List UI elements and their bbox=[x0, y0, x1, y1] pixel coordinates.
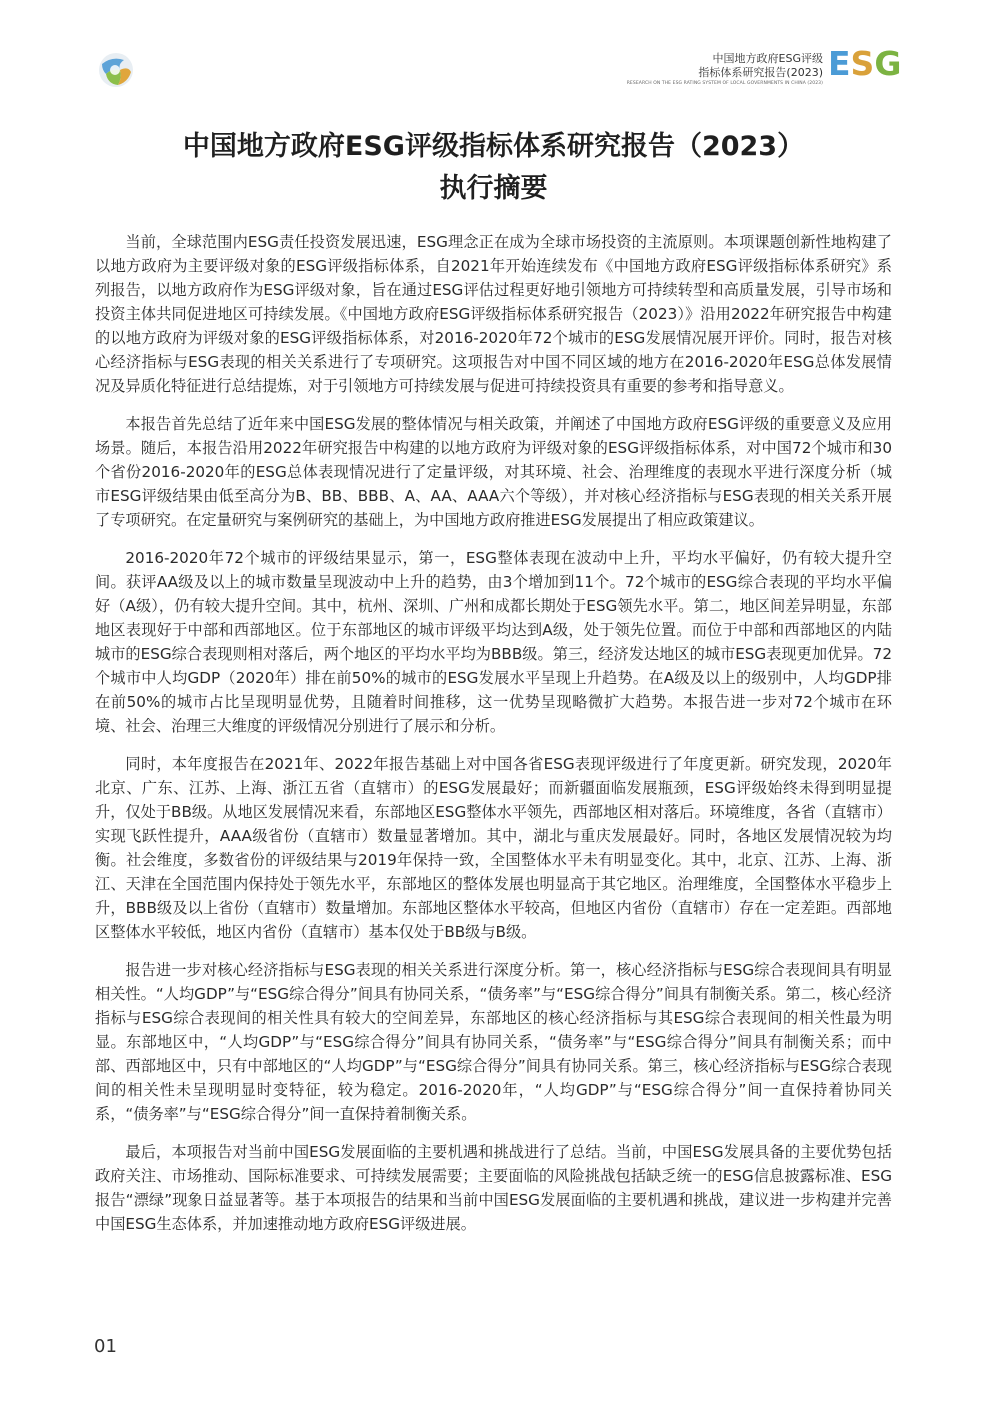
esg-letter-g: G bbox=[874, 44, 902, 83]
page-number: 01 bbox=[94, 1336, 117, 1357]
esg-letter-e: E bbox=[828, 44, 851, 83]
executive-summary-body bbox=[95, 230, 892, 1250]
section-title: 执行摘要 bbox=[439, 173, 548, 204]
running-title-line1: 中国地方政府ESG评级 bbox=[712, 52, 823, 65]
paragraph: 最后，本项报告对当前中国ESG发展面临的主要机遇和挑战进行了总结。当前，中国ESG发展具备的主要优势包括政府关注、市场推动、国际标准要求、可持续发展需要；主要面临的风险挑战包括缺乏统一的ESG信息披露标准、ESG报告“漂绿”现象日益显著等。基于本项报告的结果和当前中国ESG发展面临的主要机遇和挑战，建议进一步构建并完善中国ESG生态体系，并加速推动地方政府ESG评级进展。 bbox=[95, 1143, 892, 1233]
page-header bbox=[0, 0, 987, 110]
paragraph: 本报告首先总结了近年来中国ESG发展的整体情况与相关政策，并阐述了中国地方政府ESG评级的重要意义及应用场景。随后，本报告沿用2022年研究报告中构建的以地方政府为评级对象的ESG评级指标体系，对中国72个城市和30个省份2016-2020年的ESG总体表现情况进行了定量评级，对其环境、社会、治理维度的表现水平进行深度分析（城市ESG评级结果由低至高分为B、BB、BBB、A、AA、AAA六个等级），并对核心经济指标与ESG表现的相关关系开展了专项研究。在定量研究与案例研究的基础上，为中国地方政府推进ESG发展提出了相应政策建议。 bbox=[95, 415, 892, 529]
esg-logo bbox=[828, 46, 901, 82]
report-running-title bbox=[627, 52, 823, 87]
report-title: 中国地方政府ESG评级指标体系研究报告（2023） bbox=[182, 131, 805, 162]
running-title-line2: 指标体系研究报告(2023) bbox=[698, 66, 823, 79]
paragraph: 同时，本年度报告在2021年、2022年报告基础上对中国各省ESG表现评级进行了年度更新。研究发现，2020年北京、广东、江苏、上海、浙江五省（直辖市）的ESG发展最好；而新疆面临发展瓶颈，ESG评级始终未得到明显提升，仅处于BB级。从地区发展情况来看，东部地区ESG整体水平领先，西部地区相对落后。环境维度，各省（直辖市）实现飞跃性提升，AAA级省份（直辖市）数量显著增加。其中，湖北与重庆发展最好。同时，各地区发展情况较为均衡。社会维度，多数省份的评级结果与2019年保持一致，全国整体水平未有明显变化。其中，北京、江苏、上海、浙江、天津在全国范围内保持处于领先水平，东部地区的整体发展也明显高于其它地区。治理维度，全国整体水平稳步上升，BBB级及以上省份（直辖市）数量增加。东部地区整体水平较高，但地区内省份（直辖市）存在一定差距。西部地区整体水平较低，地区内省份（直辖市）基本仅处于BB级与B级。 bbox=[95, 755, 892, 941]
document-title bbox=[0, 126, 987, 210]
esg-letter-s: S bbox=[850, 44, 875, 83]
paragraph: 2016-2020年72个城市的评级结果显示，第一，ESG整体表现在波动中上升，平均水平偏好，仍有较大提升空间。获评AA级及以上的城市数量呈现波动中上升的趋势，由3个增加到11个。72个城市的ESG综合表现的平均水平偏好（A级），仍有较大提升空间。其中，杭州、深圳、广州和成都长期处于ESG领先水平。第二，地区间差异明显，东部地区表现好于中部和西部地区。位于东部地区的城市评级平均达到A级，处于领先位置。而位于中部和西部地区的内陆城市的ESG综合表现则相对落后，两个地区的平均水平均为BBB级。第三，经济发达地区的城市ESG表现更加优异。72个城市中人均GDP（2020年）排在前50%的城市的ESG发展水平呈现上升趋势。在A级及以上的级别中，人均GDP排在前50%的城市占比呈现明显优势，且随着时间推移，这一优势呈现略微扩大趋势。本报告进一步对72个城市在环境、社会、治理三大维度的评级情况分别进行了展示和分析。 bbox=[95, 549, 892, 735]
paragraph: 报告进一步对核心经济指标与ESG表现的相关关系进行深度分析。第一，核心经济指标与ESG综合表现间具有明显相关性。“人均GDP”与“ESG综合得分”间具有协同关系，“债务率”与“ESG综合得分”间具有制衡关系。第二，核心经济指标与ESG综合表现间的相关性具有较大的空间差异，东部地区的核心经济指标与其ESG综合表现间的相关性最为明显。东部地区中，“人均GDP”与“ESG综合得分”间具有协同关系，“债务率”与“ESG综合得分”间具有制衡关系；而中部、西部地区中，只有中部地区的“人均GDP”与“ESG综合得分”间具有协同关系。第三，核心经济指标与ESG综合表现间的相关性未呈现明显时变特征，较为稳定。2016-2020年，“人均GDP”与“ESG综合得分”间一直保持着协同关系，“债务率”与“ESG综合得分”间一直保持着制衡关系。 bbox=[95, 961, 892, 1123]
paragraph: 当前，全球范围内ESG责任投资发展迅速，ESG理念正在成为全球市场投资的主流原则。本项课题创新性地构建了以地方政府为主要评级对象的ESG评级指标体系，自2021年开始连续发布《中国地方政府ESG评级指标体系研究》系列报告，以地方政府作为ESG评级对象，旨在通过ESG评估过程更好地引领地方可持续转型和高质量发展，引导市场和投资主体共同促进地区可持续发展。《中国地方政府ESG评级指标体系研究报告（2023）》沿用2022年研究报告中构建的以地方政府为评级对象的ESG评级指标体系，对2016-2020年72个城市的ESG发展情况展开评价。同时，报告对核心经济指标与ESG表现的相关关系进行了专项研究。这项报告对中国不同区域的地方在2016-2020年ESG总体发展情况及异质化特征进行总结提炼，对于引领地方可持续发展与促进可持续投资具有重要的参考和指导意义。 bbox=[95, 233, 892, 395]
running-title-english: RESEARCH ON THE ESG RATING SYSTEM OF LOCAL GOVERNMENTS IN CHINA (2023) bbox=[626, 81, 823, 86]
globe-logo-icon bbox=[98, 52, 134, 88]
